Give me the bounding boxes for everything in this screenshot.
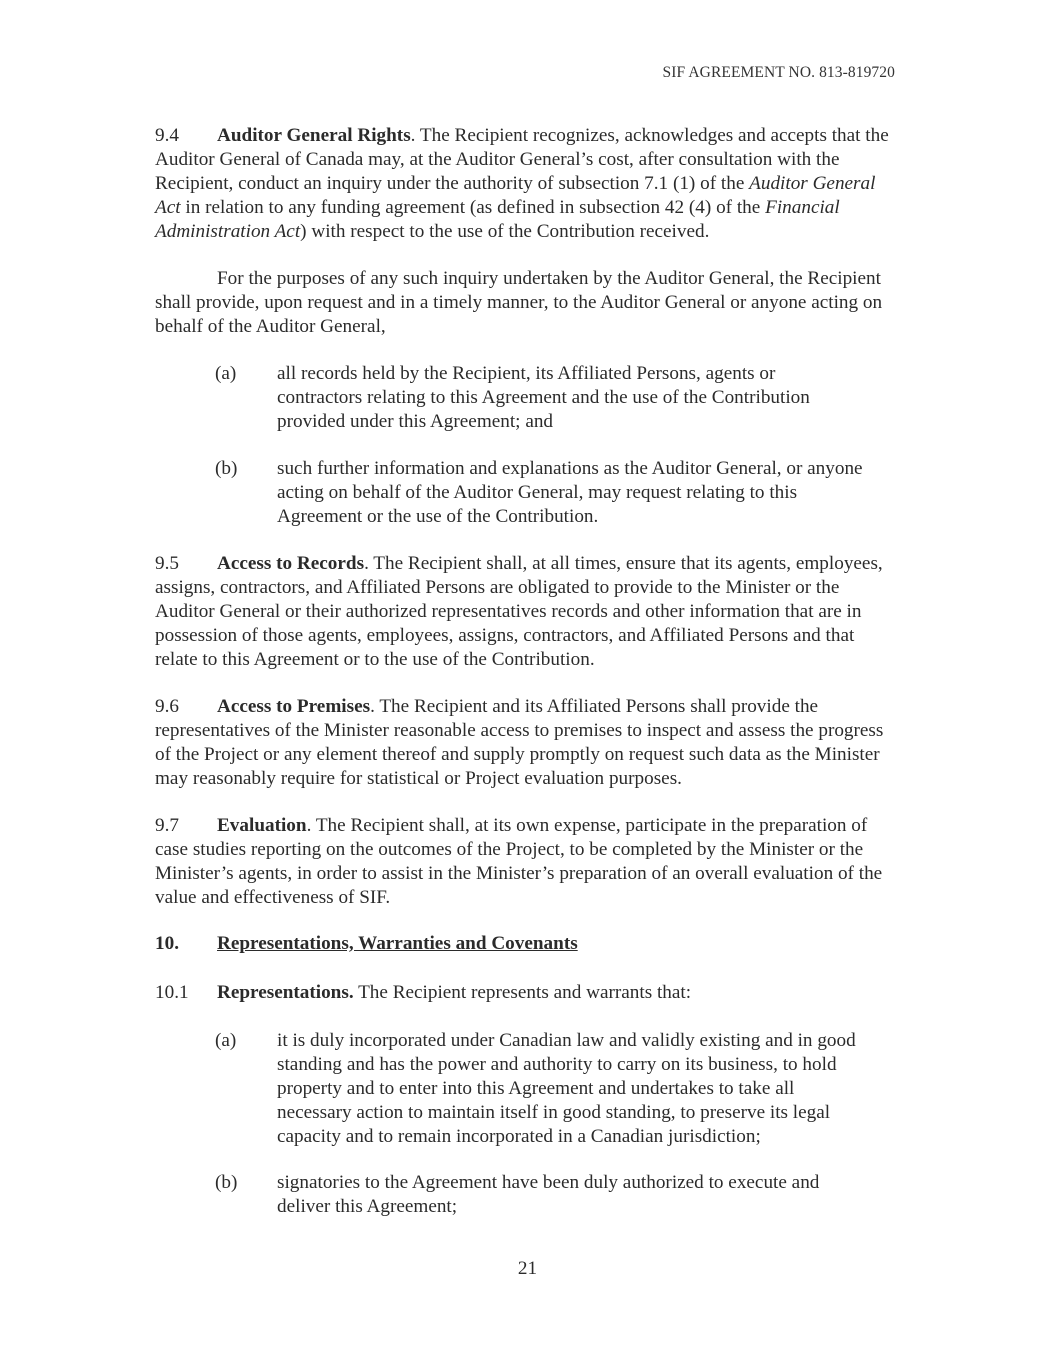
section-number: 9.6 (155, 696, 179, 717)
list-item (215, 1171, 865, 1219)
act-title: Auditor General Act (155, 173, 876, 218)
section-9-7 (155, 814, 895, 910)
list-item-text: it is duly incorporated under Canadian law and validly existing and in good standing and has the power and authority to carry on its business, to hold property and to enter into this Agreement and undertakes to take all necessary action to maintain itself in good standing, to preserve its legal capacity and to remain incorporated in a Canadian jurisdiction; (277, 1030, 856, 1147)
section-number: 10. (155, 933, 179, 954)
section-text: in relation to any funding agreement (as defined in subsection 42 (4) of the (180, 197, 766, 218)
agreement-number-header: SIF AGREEMENT NO. 813-819720 (662, 64, 895, 81)
list-item-label: (a) (215, 363, 237, 384)
section-number: 9.7 (155, 815, 179, 836)
section-text: . The Recipient and its Affiliated Persons shall provide the representatives of the Minister reasonable access to premises to inspect and assess the progress of the Project or any element thereof and supply promptly on request such data as the Minister may reasonably require for statistical or Project evaluation purposes. (155, 696, 884, 789)
list-item-label: (b) (215, 458, 238, 479)
section-text: . The Recipient shall, at all times, ensure that its agents, employees, assigns, contractors, and Affiliated Persons are obligated to provide to the Minister or the Auditor General or their authorized representatives records and other information that are in possession of those agents, employees, assigns, contractors, and Affiliated Persons and that relate to this Agreement or to the use of the Contribution. (155, 553, 883, 670)
section-text: ) with respect to the use of the Contribution received. (300, 221, 710, 242)
section-10-heading (155, 932, 895, 956)
section-9-5 (155, 552, 895, 672)
section-text: The Recipient represents and warrants that: (353, 982, 692, 1003)
list-item (215, 457, 865, 529)
section-title: Access to Premises (217, 696, 371, 717)
section-title: Auditor General Rights (217, 125, 411, 146)
act-title: Financial Administration Act (155, 197, 840, 242)
section-9-4-paragraph: For the purposes of any such inquiry undertaken by the Auditor General, the Recipient shall provide, upon request and in a timely manner, to the Auditor General or anyone acting on behalf of the Auditor General, (155, 268, 883, 337)
section-title: Evaluation (217, 815, 307, 836)
section-9-4 (155, 124, 895, 244)
page-number: 21 (517, 1258, 538, 1279)
list-item (215, 1029, 865, 1149)
list-item (215, 362, 865, 434)
section-number: 9.5 (155, 553, 179, 574)
section-number: 9.4 (155, 125, 179, 146)
section-title: Access to Records (217, 553, 365, 574)
list-item-text: such further information and explanations as the Auditor General, or anyone acting on behalf of the Auditor General, may request relating to this Agreement or the use of the Contribution. (277, 458, 863, 527)
list-item-text: all records held by the Recipient, its Affiliated Persons, agents or contractors relating to this Agreement and the use of the Contribution provided under this Agreement; and (277, 363, 810, 432)
section-9-6 (155, 695, 895, 791)
list-item-label: (b) (215, 1172, 238, 1193)
list-item-text: signatories to the Agreement have been duly authorized to execute and deliver this Agreement; (277, 1172, 820, 1217)
section-text: . The Recipient recognizes, acknowledges and accepts that the Auditor General of Canada may, at the Auditor General’s cost, after consultation with the Recipient, conduct an inquiry under the authority of subsection 7.1 (1) of the (155, 125, 889, 194)
section-title: Representations. (217, 982, 354, 1003)
list-item-label: (a) (215, 1030, 237, 1051)
section-number: 10.1 (155, 982, 189, 1003)
section-text: . The Recipient shall, at its own expense, participate in the preparation of case studies reporting on the outcomes of the Project, to be completed by the Minister or the Minister’s agents, in order to assist in the Minister’s preparation of an overall evaluation of the value and effectiveness of SIF. (155, 815, 883, 908)
section-title: Representations, Warranties and Covenants (217, 933, 578, 954)
section-10-1 (155, 981, 895, 1005)
